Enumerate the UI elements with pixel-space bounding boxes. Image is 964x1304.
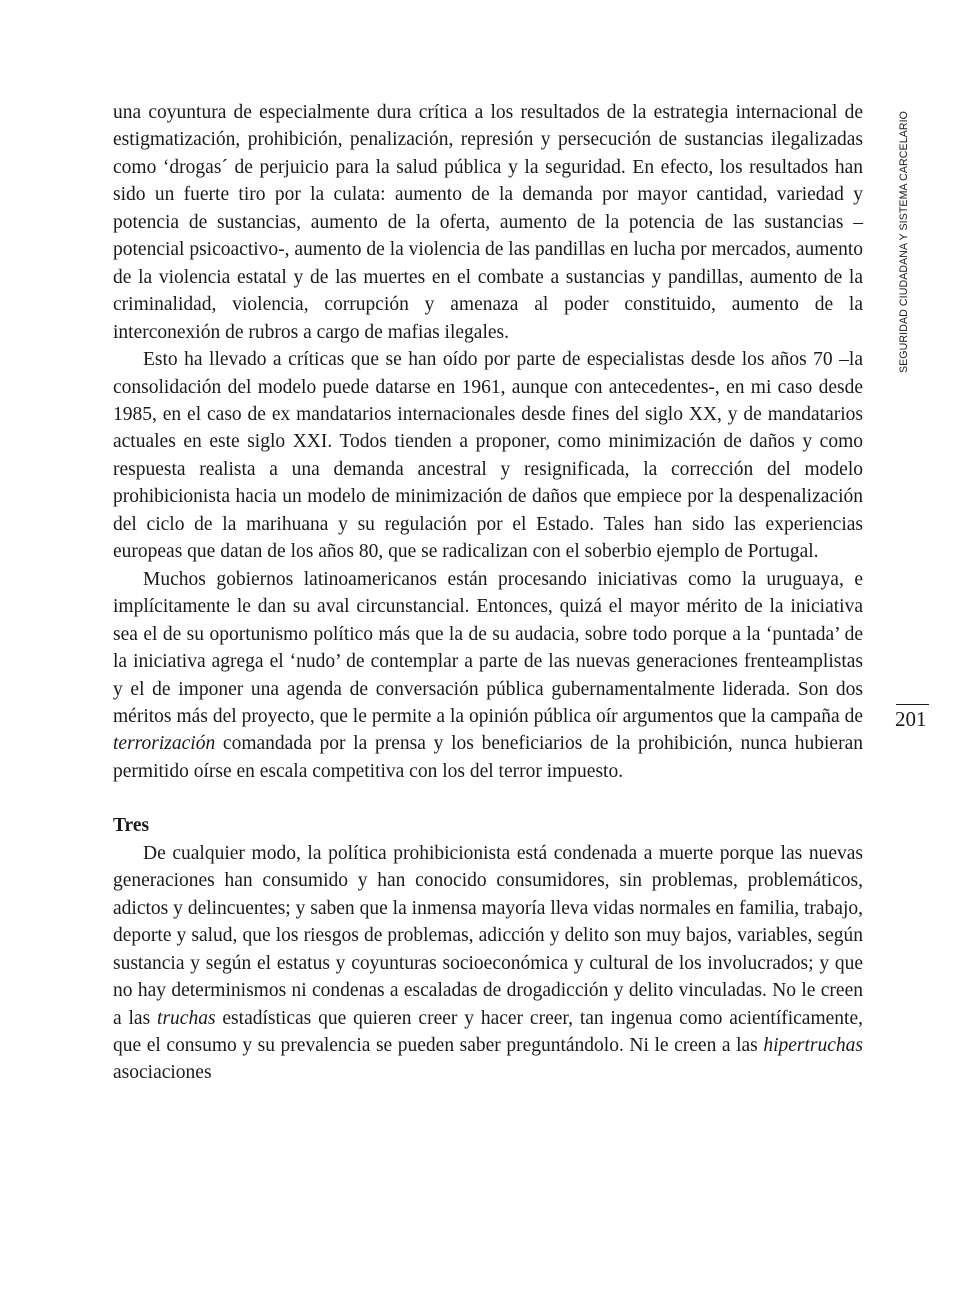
paragraph-1: una coyuntura de especialmente dura crítica a los resultados de la estrategia internacional de estigmatización, prohibición, penalización, represión y persecución de sustancias ilegalizadas como ‘drogas´ de perjuicio para la salud pública y la seguridad. En efecto, los resultados han sido un fuerte tiro por la culata: aumento de la demanda por mayor cantidad, variedad y potencia de sustancias, aumento de la oferta, aumento de la potencia de las sustancias –potencial psicoactivo-, aumento de la violencia de las pandillas en lucha por mercados, aumento de la violencia estatal y de las muertes en el combate a sustancias y pandillas, aumento de la criminalidad, violencia, corrupción y amenaza al poder constituido, aumento de la interconexión de rubros a cargo de mafias ilegales. — [113, 102, 863, 343]
running-head-text: SEGURIDAD CIUDADANA Y SISTEMA CARCELARIO — [898, 110, 911, 374]
section-paragraph-text-a: De cualquier modo, la política prohibicionista está condenada a muerte porque las nuevas generaciones han consumido y han conocido consumidores, sin problemas, problemáticos, adictos y delincuentes; y saben que la inmensa mayoría lleva vidas normales en familia, trabajo, deporte y salud, que los riesgos de problemas, adicción y delito son muy bajos, variables, según sustancia y según el estatus y coyunturas socioeconómica y cultural de los involucrados; y que no hay determinismos ni condenas a escaladas de drogadicción y delito vinculadas. No le creen a las — [113, 842, 863, 1029]
paragraph-3-text-b: comandada por la prensa y los beneficiarios de la prohibición, nunca hubieran permitido oírse en escala competitiva con los del terror impuesto. — [113, 733, 863, 782]
running-head — [892, 101, 916, 383]
section-paragraph-text-c: asociaciones — [113, 1062, 212, 1084]
page-number-rule — [896, 704, 929, 705]
paragraph-3-italic: terrorización — [113, 733, 216, 755]
section-paragraph — [113, 840, 863, 1087]
paragraph-3 — [113, 566, 863, 786]
body-text — [113, 99, 863, 1087]
paragraph-2: Esto ha llevado a críticas que se han oído por parte de especialistas desde los años 70 –la consolidación del modelo puede datarse en 1961, aunque con antecedentes-, en mi caso desde 1985, en el caso de ex mandatarios internacionales desde fines del siglo XX, y de mandatarios actuales en este siglo XXI. Todos tienden a proponer, como minimización de daños y como respuesta realista a una demanda ancestral y resignificada, la corrección del modelo prohibicionista hacia un modelo de minimización de daños que empiece por la despenalización del ciclo de la marihuana y su regulación por el Estado. Tales han sido las experiencias europeas que datan de los años 80, que se radicalizan con el soberbio ejemplo de Portugal. — [113, 349, 863, 563]
section-paragraph-text-b: estadísticas que quieren creer y hacer creer, tan ingenua como acientíficamente, que el consumo y su prevalencia se pueden saber preguntándolo. Ni le creen a las — [113, 1007, 863, 1056]
section-heading: Tres — [113, 815, 150, 837]
section-paragraph-italic-2: hipertruchas — [763, 1034, 863, 1056]
page-number: 201 — [895, 707, 927, 731]
paragraph-3-text-a: Muchos gobiernos latinoamericanos están procesando iniciativas como la uruguaya, e implícitamente le dan su aval circunstancial. Entonces, quizá el mayor mérito de la iniciativa sea el de su oportunismo político más que la de su audacia, sobre todo porque a la ‘puntada’ de la iniciativa agrega el ‘nudo’ de contemplar a parte de las nuevas generaciones frenteamplistas y el de imponer una agenda de conversación pública gubernamentalmente liderada. Son dos méritos más del proyecto, que le permite a la opinión pública oír argumentos que la campaña de — [113, 568, 863, 727]
section-paragraph-italic-1: truchas — [157, 1007, 216, 1029]
